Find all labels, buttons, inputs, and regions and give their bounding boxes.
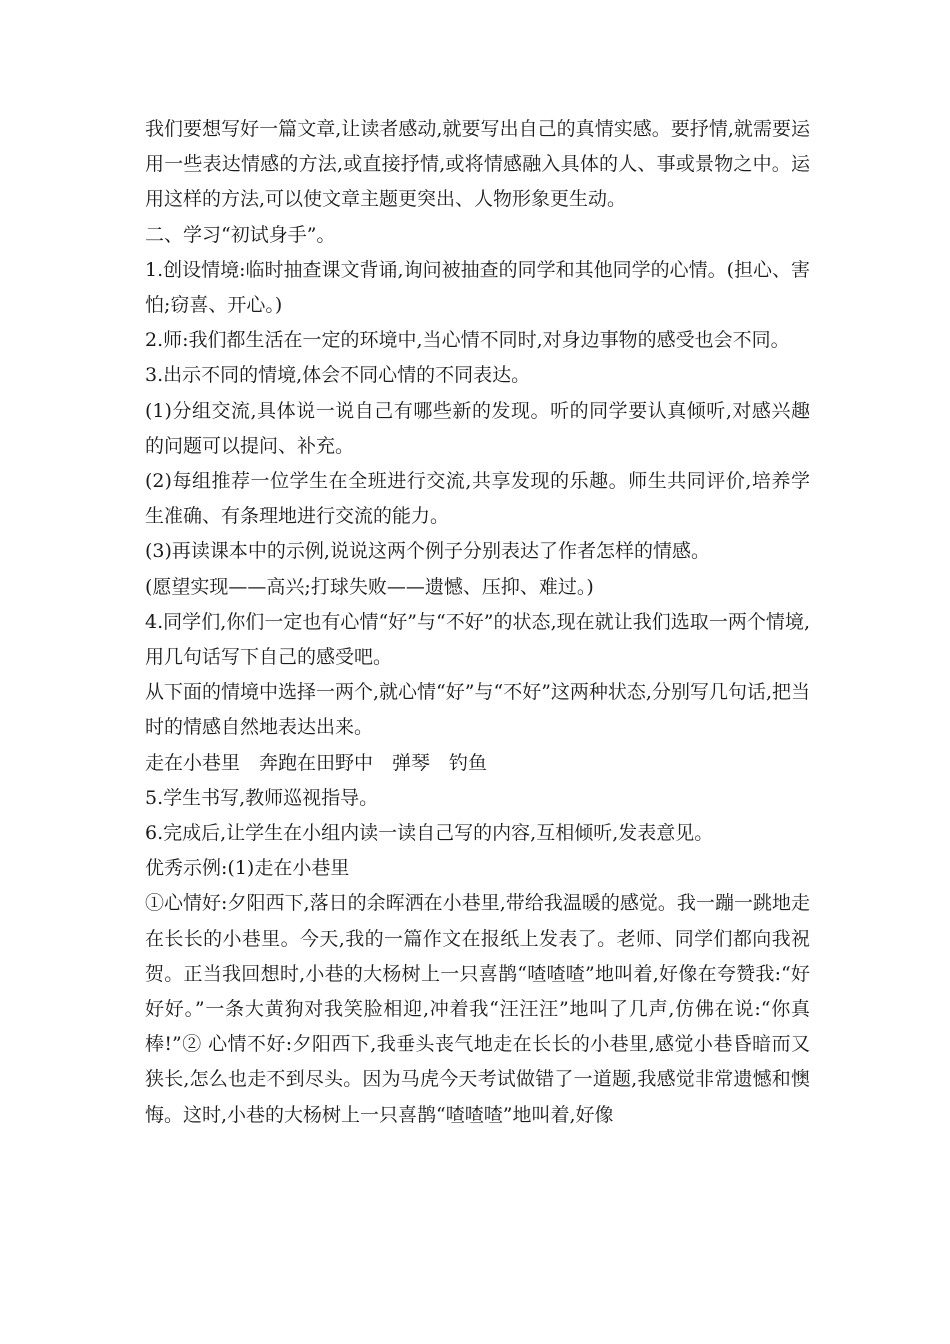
step-2-paragraph: 2.师:我们都生活在一定的环境中,当心情不同时,对身边事物的感受也会不同。 — [145, 329, 790, 352]
answer-paragraph: (愿望实现——高兴;打球失败——遗憾、压抑、难过。) — [145, 575, 594, 598]
step-5-paragraph: 5.学生书写,教师巡视指导。 — [145, 786, 379, 809]
example-heading: 优秀示例:(1)走在小巷里 — [145, 857, 350, 880]
step-4-paragraph: 4.同学们,你们一定也有心情“好”与“不好”的状态,现在就让我们选取一两个情境,用几句话写下自己的感受吧。 — [145, 610, 810, 669]
example-paragraph: ①心情好:夕阳西下,落日的余晖洒在小巷里,带给我温暖的感觉。我一蹦一跳地走在长长的小巷里。今天,我的一篇作文在报纸上发表了。老师、同学们都向我祝贺。正当我回想时,小巷的大杨树上一只喜鹊“喳喳喳”地叫着,好像在夸赞我:“好好好。”一条大黄狗对我笑脸相迎,冲着我“汪汪汪”地叫了几声,仿佛在说:“你真棒!”② 心情不好:夕阳西下,我垂头丧气地走在长长的小巷里,感觉小巷昏暗而又狭长,怎么也走不到尽头。因为马虎今天考试做错了一道题,我感觉非常遗憾和懊悔。这时,小巷的大杨树上一只喜鹊“喳喳喳”地叫着,好像 — [145, 892, 810, 1126]
document-body — [145, 112, 810, 1133]
step-3-paragraph: 3.出示不同的情境,体会不同心情的不同表达。 — [145, 364, 531, 387]
substep-3-paragraph: (3)再读课本中的示例,说说这两个例子分别表达了作者怎样的情感。 — [145, 540, 710, 563]
step-1-paragraph: 1.创设情境:临时抽查课文背诵,询问被抽查的同学和其他同学的心情。(担心、害怕;窃喜、开心。) — [145, 258, 810, 317]
scenario-list: 走在小巷里 奔跑在田野中 弹琴 钓鱼 — [145, 751, 488, 774]
instruction-paragraph: 从下面的情境中选择一两个,就心情“好”与“不好”这两种状态,分别写几句话,把当时的情感自然地表达出来。 — [145, 681, 810, 739]
substep-1-paragraph: (1)分组交流,具体说一说自己有哪些新的发现。听的同学要认真倾听,对感兴趣的问题可以提问、补充。 — [145, 399, 810, 457]
section-heading: 二、学习“初试身手”。 — [145, 223, 336, 246]
intro-paragraph: 我们要想写好一篇文章,让读者感动,就要写出自己的真情实感。要抒情,就需要运用一些表达情感的方法,或直接抒情,或将情感融入具体的人、事或景物之中。运用这样的方法,可以使文章主题更突出、人物形象更生动。 — [145, 118, 810, 211]
substep-2-paragraph: (2)每组推荐一位学生在全班进行交流,共享发现的乐趣。师生共同评价,培养学生准确、有条理地进行交流的能力。 — [145, 470, 810, 528]
step-6-paragraph: 6.完成后,让学生在小组内读一读自己写的内容,互相倾听,发表意见。 — [145, 822, 714, 845]
